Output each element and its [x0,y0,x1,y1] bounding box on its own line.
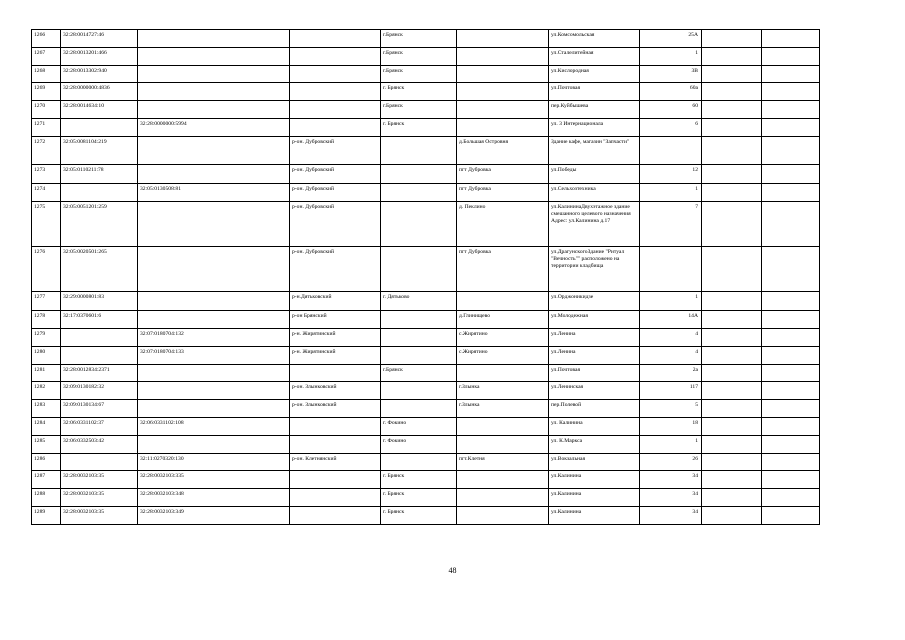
cell-empty [702,453,762,471]
cell-number: 1275 [32,202,61,247]
cell-cadastral-number: 32:09:0130182:32 [61,382,138,400]
table-row [32,65,820,83]
cell-number: 1277 [32,292,61,311]
cell-house [640,247,702,292]
cell-empty [762,101,820,119]
cell-street: ул.Комсомольская [549,30,640,48]
cell-house: 4 [640,329,702,347]
cell-cadastral-number-building [138,202,290,247]
cell-cadastral-number-building: 32:05:0130508:81 [138,183,290,202]
cell-number: 1276 [32,247,61,292]
cell-locality [457,507,549,525]
cell-cadastral-number-building: 32:28:0032103:349 [138,507,290,525]
cell-empty [762,247,820,292]
cell-cadastral-number-building: 32:28:0000000:5994 [138,118,290,137]
cell-cadastral-number [61,118,138,137]
cell-empty [702,435,762,453]
cell-street: ул.Почтовая [549,364,640,382]
cell-house: 25А [640,30,702,48]
cell-city [381,453,457,471]
cell-house: 6 [640,118,702,137]
cell-city: г. Брянск [381,83,457,101]
cell-empty [762,400,820,418]
cell-city [381,400,457,418]
cell-empty [702,489,762,507]
cell-number: 1272 [32,137,61,165]
cell-cadastral-number: 32:05:0051201:259 [61,202,138,247]
cell-street: ул. Калинина [549,418,640,436]
cell-city [381,165,457,184]
table-row [32,47,820,65]
cell-city [381,310,457,329]
cell-empty [702,310,762,329]
cell-empty [702,101,762,119]
cell-city: г.Брянск [381,47,457,65]
cell-house: 4 [640,346,702,364]
cell-cadastral-number: 32:05:0110211:78 [61,165,138,184]
cell-locality [457,292,549,311]
cell-house: 1 [640,183,702,202]
cell-city [381,329,457,347]
cell-city: г.Брянск [381,65,457,83]
cell-house: 34 [640,471,702,489]
cell-number: 1286 [32,453,61,471]
table-row [32,364,820,382]
cell-district [290,83,381,101]
table-row [32,137,820,165]
cell-street: ул.Ленина [549,329,640,347]
table-row [32,400,820,418]
table-row [32,329,820,347]
cell-street: ул.Молодежная [549,310,640,329]
cell-locality [457,364,549,382]
cell-number: 1283 [32,400,61,418]
cell-empty [762,118,820,137]
cell-house: 1 [640,47,702,65]
cell-house: 3В [640,65,702,83]
cell-cadastral-number-building [138,247,290,292]
cell-cadastral-number: 32:28:0013201:466 [61,47,138,65]
table-row [32,418,820,436]
cell-locality: д. Пеклино [457,202,549,247]
cell-empty [762,165,820,184]
cell-empty [702,329,762,347]
cell-cadastral-number: 32:28:0032103:35 [61,489,138,507]
cell-empty [762,418,820,436]
cell-cadastral-number: 32:28:0000000:4836 [61,83,138,101]
cell-district: р-он. Дубровский [290,137,381,165]
cell-street: ул.Ленина [549,346,640,364]
cell-district: р-он Брянский [290,310,381,329]
cell-street: ул.Сельхозтехника [549,183,640,202]
cell-city [381,183,457,202]
cell-number: 1271 [32,118,61,137]
cell-number: 1269 [32,83,61,101]
cell-district: р-он. Клетнянский [290,453,381,471]
cell-street: Здание кафе, магазин "Запчасти" [549,137,640,165]
cell-city: г. Брянск [381,489,457,507]
cell-empty [702,183,762,202]
cell-cadastral-number-building [138,165,290,184]
cell-cadastral-number: 32:09:0130134:67 [61,400,138,418]
cell-cadastral-number: 32:28:0014727:46 [61,30,138,48]
cell-empty [762,30,820,48]
cell-cadastral-number: 32:28:0032103:35 [61,471,138,489]
cell-empty [702,400,762,418]
cell-district [290,118,381,137]
cell-empty [702,292,762,311]
cell-cadastral-number-building: 32:28:0032103:335 [138,471,290,489]
cell-locality [457,101,549,119]
cell-city [381,247,457,292]
cell-district: р-он. Дубровский [290,247,381,292]
cell-district: р-н.Дятьковский [290,292,381,311]
cell-empty [762,453,820,471]
cell-cadastral-number-building [138,30,290,48]
cell-empty [702,65,762,83]
cell-number: 1287 [32,471,61,489]
cell-number: 1282 [32,382,61,400]
cell-number: 1289 [32,507,61,525]
table-row [32,101,820,119]
table-row [32,507,820,525]
table-row [32,83,820,101]
cell-locality: пгт Дубровка [457,183,549,202]
cell-empty [762,382,820,400]
cell-house: 60 [640,101,702,119]
cell-number: 1267 [32,47,61,65]
cell-house: 1 [640,292,702,311]
cell-cadastral-number: 32:29:0000801:83 [61,292,138,311]
cell-number: 1274 [32,183,61,202]
cell-empty [702,165,762,184]
cell-city: г.Брянск [381,30,457,48]
cell-city: г. Брянск [381,118,457,137]
cell-cadastral-number: 32:28:0013302:940 [61,65,138,83]
cell-empty [702,507,762,525]
table-row [32,292,820,311]
cell-locality [457,435,549,453]
cell-locality: пгт Дубровка [457,247,549,292]
cell-locality: с.Жирятино [457,329,549,347]
cell-empty [702,418,762,436]
cell-district [290,489,381,507]
cell-district [290,418,381,436]
cell-empty [762,346,820,364]
page-number: 48 [448,566,457,575]
cell-locality: д.Глинищево [457,310,549,329]
table-row [32,453,820,471]
cell-cadastral-number-building [138,65,290,83]
cell-house: 26 [640,453,702,471]
cell-city: г.Брянск [381,101,457,119]
cell-street: пер.Куйбышева [549,101,640,119]
cell-cadastral-number: 32:05:0020501:265 [61,247,138,292]
cell-city: г. Брянск [381,507,457,525]
cell-locality: пгт Дубровка [457,165,549,184]
cell-cadastral-number-building: 32:07:0180704:132 [138,329,290,347]
cell-cadastral-number-building [138,382,290,400]
cell-empty [702,137,762,165]
cell-house: 7 [640,202,702,247]
table-row [32,165,820,184]
table-row [32,346,820,364]
cell-empty [762,310,820,329]
cell-empty [762,507,820,525]
cell-street: ул.ДрагунскогоЗдание "Ритуал "Вечность"" расположено на территории кладбища [549,247,640,292]
cell-locality: г.Злынка [457,382,549,400]
cell-cadastral-number [61,329,138,347]
cell-number: 1288 [32,489,61,507]
cell-empty [762,183,820,202]
cell-city: г. Фокино [381,418,457,436]
cell-city: г. Брянск [381,471,457,489]
cell-street: ул.Победы [549,165,640,184]
cell-empty [702,247,762,292]
cell-district [290,65,381,83]
cell-cadastral-number: 32:05:0081104:219 [61,137,138,165]
cell-cadastral-number: 32:06:0332503:42 [61,435,138,453]
cell-city [381,137,457,165]
cell-house: 34 [640,507,702,525]
cell-cadastral-number [61,453,138,471]
cell-district [290,471,381,489]
cell-number: 1266 [32,30,61,48]
table-row [32,30,820,48]
cell-city [381,202,457,247]
cell-street: ул.Ленинская [549,382,640,400]
table-row [32,471,820,489]
cell-district: р-он. Злынковский [290,382,381,400]
cell-locality [457,471,549,489]
table-row [32,489,820,507]
cell-district: р-он. Дубровский [290,183,381,202]
table-body [32,30,820,525]
cell-street: ул.Калинина [549,471,640,489]
cell-house: 18 [640,418,702,436]
cell-district: р-он. Злынковский [290,400,381,418]
cell-house: 117 [640,382,702,400]
cell-empty [702,471,762,489]
cell-cadastral-number-building: 32:06:0331102:108 [138,418,290,436]
cell-number: 1273 [32,165,61,184]
cell-empty [702,83,762,101]
cell-cadastral-number: 32:17:0370601:6 [61,310,138,329]
registry-table [31,29,820,525]
cell-empty [762,202,820,247]
cell-street: ул.КалининаДвухэтажное здание смешанного целевого назначения Адрес: ул.Калинина д.17 [549,202,640,247]
cell-street: ул. 3 Интернационала [549,118,640,137]
cell-empty [762,489,820,507]
cell-house [640,137,702,165]
cell-city: г.Брянск [381,364,457,382]
cell-district [290,364,381,382]
cell-house: 12 [640,165,702,184]
cell-empty [702,30,762,48]
cell-city [381,382,457,400]
cell-cadastral-number-building [138,83,290,101]
cell-district [290,30,381,48]
cell-house: 2а [640,364,702,382]
cell-city [381,346,457,364]
cell-empty [762,137,820,165]
cell-district: р-н. Жирятинский [290,346,381,364]
cell-empty [702,346,762,364]
cell-locality [457,30,549,48]
cell-number: 1268 [32,65,61,83]
cell-cadastral-number-building: 32:28:0032103:348 [138,489,290,507]
cell-house: 34 [640,489,702,507]
cell-house: 1 [640,435,702,453]
cell-locality: пгт.Клетня [457,453,549,471]
cell-district [290,507,381,525]
cell-empty [762,471,820,489]
cell-empty [762,83,820,101]
cell-empty [702,202,762,247]
cell-house: 60а [640,83,702,101]
cell-locality [457,83,549,101]
cell-cadastral-number-building [138,364,290,382]
cell-cadastral-number-building [138,137,290,165]
cell-empty [702,364,762,382]
cell-cadastral-number-building [138,435,290,453]
table-row [32,435,820,453]
cell-street: ул.Вокзальная [549,453,640,471]
cell-empty [762,364,820,382]
cell-locality [457,47,549,65]
cell-cadastral-number: 32:28:0014634:10 [61,101,138,119]
cell-cadastral-number [61,183,138,202]
table-row [32,202,820,247]
table-row [32,310,820,329]
cell-district: р-н. Жирятинский [290,329,381,347]
cell-street: ул.Сталелитейная [549,47,640,65]
cell-street: ул.Кислородная [549,65,640,83]
cell-empty [702,118,762,137]
cell-cadastral-number-building [138,310,290,329]
cell-empty [762,292,820,311]
cell-cadastral-number-building [138,47,290,65]
cell-locality: д.Большая Островня [457,137,549,165]
cell-empty [702,382,762,400]
cell-cadastral-number: 32:28:0032103:35 [61,507,138,525]
cell-street: пер.Полевой [549,400,640,418]
table-row [32,382,820,400]
table-row [32,118,820,137]
cell-locality [457,118,549,137]
cell-empty [762,435,820,453]
cell-district [290,101,381,119]
cell-cadastral-number: 32:28:0012834:2371 [61,364,138,382]
cell-empty [762,47,820,65]
cell-cadastral-number: 32:06:0331102:37 [61,418,138,436]
cell-locality: г.Злынка [457,400,549,418]
cell-street: ул.Калинина [549,489,640,507]
cell-number: 1280 [32,346,61,364]
cell-locality [457,418,549,436]
cell-cadastral-number-building: 32:11:0270320:130 [138,453,290,471]
cell-empty [762,329,820,347]
cell-number: 1284 [32,418,61,436]
cell-street: ул.Орджоникидзе [549,292,640,311]
cell-locality [457,65,549,83]
cell-cadastral-number-building: 32:07:0180704:133 [138,346,290,364]
cell-district [290,435,381,453]
cell-cadastral-number [61,346,138,364]
cell-house: 5 [640,400,702,418]
cell-number: 1285 [32,435,61,453]
cell-district: р-он. Дубровский [290,202,381,247]
cell-district [290,47,381,65]
cell-district: р-он. Дубровский [290,165,381,184]
cell-empty [762,65,820,83]
table-row [32,247,820,292]
cell-city: г. Фокино [381,435,457,453]
cell-cadastral-number-building [138,400,290,418]
table-row [32,183,820,202]
cell-street: ул.Калинина [549,507,640,525]
cell-number: 1278 [32,310,61,329]
cell-city: г. Дятьково [381,292,457,311]
cell-empty [702,47,762,65]
cell-cadastral-number-building [138,292,290,311]
cell-cadastral-number-building [138,101,290,119]
cell-house: 14А [640,310,702,329]
cell-number: 1270 [32,101,61,119]
cell-locality [457,489,549,507]
cell-street: ул.Почтовая [549,83,640,101]
cell-street: ул. К.Маркса [549,435,640,453]
cell-number: 1281 [32,364,61,382]
cell-number: 1279 [32,329,61,347]
cell-locality: с.Жирятино [457,346,549,364]
